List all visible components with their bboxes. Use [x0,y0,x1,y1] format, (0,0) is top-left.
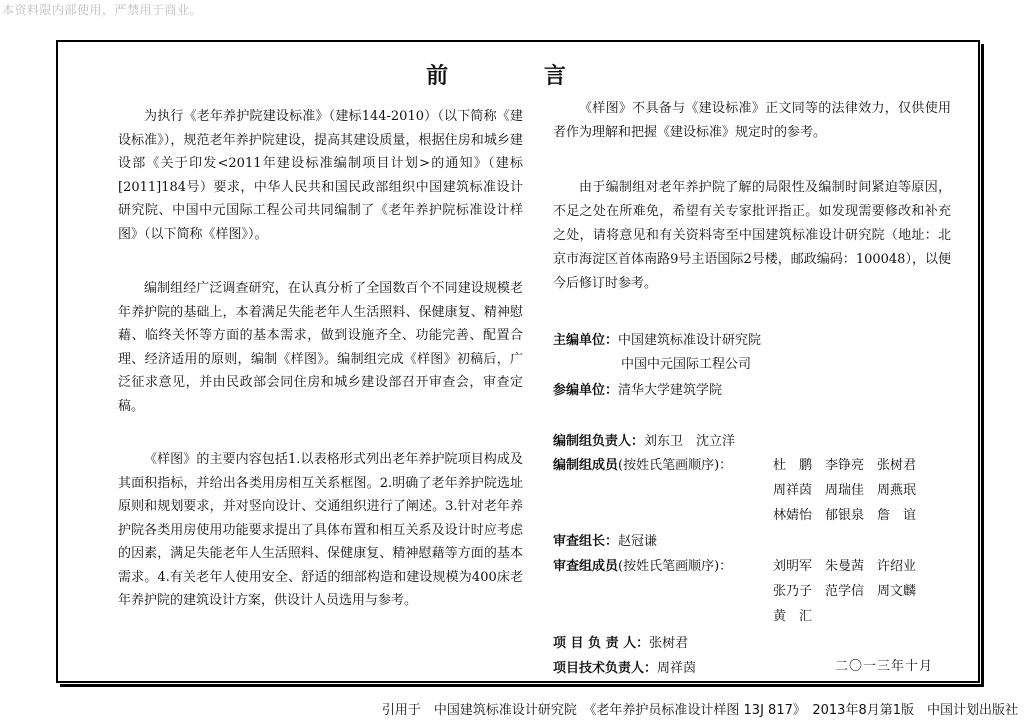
review-head-row [553,530,657,549]
page-frame [56,40,980,683]
chief-unit-label: 主编单位： [553,333,619,348]
paragraph-legal-note: 《样图》不具备与《建设标准》正文同等的法律效力，仅供使用者作为理解和把握《建设标准》规定时的参考。 [553,101,951,140]
reviewer-line-2: 张乃子 范学信 周文麟 [773,584,917,599]
leaders-names: 刘东卫 沈立洋 [644,434,736,449]
right-column [553,97,951,327]
review-head-name: 赵冠谦 [618,534,658,549]
chief-unit-2: 中国中元国际工程公司 [621,357,752,372]
participating-label: 参编单位： [553,383,619,398]
project-lead-name: 张树君 [649,636,689,651]
tech-lead-row [553,657,696,676]
paragraph-feedback: 由于编制组对老年养护院了解的局限性及编制时间紧迫等原因，不足之处在所难免，希望有关专家批评指正。如发现需要修改和补充之处，请将意见和有关资料寄至中国建筑标准设计研究院（地址：北京市海淀区首体南路9号主语国际2号楼，邮政编码：100048），以便今后修订时参考。 [553,180,951,291]
project-lead-label: 项 目 负 责 人： [553,636,650,651]
preface-date: 二〇一三年十月 [835,659,934,674]
member-line-3: 林婧怡 郁银泉 詹 谊 [773,508,917,523]
tech-lead-label: 项目技术负责人： [553,661,658,676]
members-label: 编制组成员 [553,458,619,473]
paragraph-purpose: 为执行《老年养护院建设标准》（建标144-2010）（以下简称《建设标准》），规范老年养护院建设，提高其建设质量，根据住房和城乡建设部《关于印发<2011年建设标准编制项目计划>的通知》（建标[2011]184号）要求，中华人民共和国民政部组织中国建筑标准设计研究院、中国中元国际工程公司共同编制了《老年养护院标准设计样图》（以下简称《样图》）。 [118,109,523,242]
members-note: (按姓氏笔画顺序)： [618,458,733,473]
left-column [118,105,523,644]
reviewers-label-row [553,555,732,574]
reviewers-label: 审查组成员 [553,559,619,574]
members-label-row [553,454,732,473]
project-lead-row [553,632,688,651]
tech-lead-name: 周祥茵 [657,661,697,676]
leaders-row [553,430,735,449]
paragraph-contents: 《样图》的主要内容包括1.以表格形式列出老年养护院项目构成及其面积指标，并给出各类用房相互关系框图。2.明确了老年养护院选址原则和规划要求，并对竖向设计、交通组织进行了阐述。3.针对老年养护院各类用房使用功能要求提出了具体布置和相互关系及设计时应考虑的因素，满足失能老年人生活照料、保健康复、精神慰藉等方面的基本需求。4.有关老年人使用安全、舒适的细部构造和建设规模为400床老年养护院的建筑设计方案，供设计人员选用与参考。 [118,452,523,608]
participating-unit: 清华大学建筑学院 [618,383,723,398]
member-line-2: 周祥茵 周瑞佳 周燕珉 [773,483,917,498]
reviewer-line-3: 黄 汇 [773,609,813,624]
reviewer-line-1: 刘明军 朱曼茜 许绍业 [773,559,917,574]
chief-unit-row [553,329,761,348]
page-title: 前 言 [426,63,610,89]
review-head-label: 审查组长： [553,534,619,549]
participating-row [553,379,722,398]
member-line-1: 杜 鹏 李铮亮 张树君 [773,458,917,473]
citation-footer: 引用于 中国建筑标准设计研究院 《老年养护员标准设计样图 13J 817》 2013年8月第1版 中国计划出版社 [381,703,1018,718]
reviewers-note: (按姓氏笔画顺序)： [618,559,733,574]
leaders-label: 编制组负责人： [553,434,645,449]
watermark-text: 本资料限内部使用，严禁用于商业。 [2,3,203,17]
paragraph-research: 编制组经广泛调查研究，在认真分析了全国数百个不同建设规模老年养护院的基础上，本着满足失能老年人生活照料、保健康复、精神慰藉、临终关怀等方面的基本需求，做到设施齐全、功能完善、配置合理、经济适用的原则，编制《样图》。编制组完成《样图》初稿后，广泛征求意见，并由民政部会同住房和城乡建设部召开审查会，审查定稿。 [118,281,523,414]
chief-unit-1: 中国建筑标准设计研究院 [618,333,762,348]
